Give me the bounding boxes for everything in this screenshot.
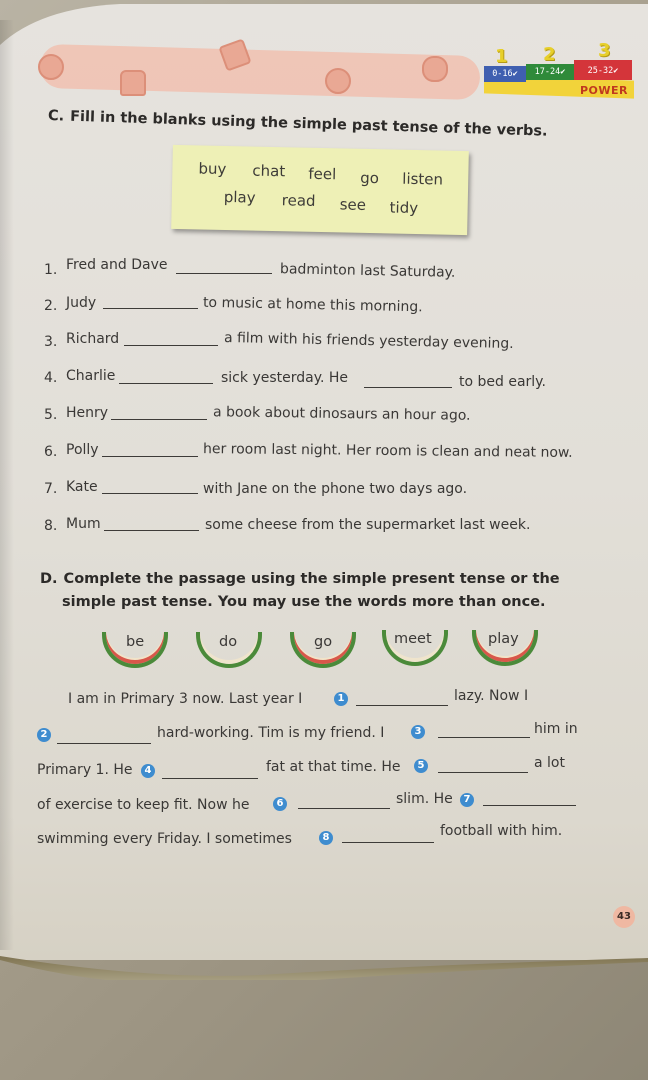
word-be: be bbox=[126, 634, 145, 650]
word-read: read bbox=[281, 191, 316, 210]
passage-blank-7[interactable] bbox=[483, 805, 576, 806]
section-c-instruction: Fill in the blanks using the simple past tense of the verbs. bbox=[69, 108, 548, 140]
passage-blank-3[interactable] bbox=[438, 737, 530, 738]
number-7-icon: 7 bbox=[460, 793, 474, 807]
section-d-letter: D. bbox=[40, 571, 58, 587]
passage-blank-1[interactable] bbox=[356, 705, 448, 706]
section-d-heading: D. Complete the passage using the simple present tense or the bbox=[40, 571, 560, 587]
answer-blank-1[interactable] bbox=[176, 273, 272, 274]
word-buy: buy bbox=[198, 159, 227, 179]
word-see: see bbox=[339, 195, 367, 214]
number-2-icon: 2 bbox=[37, 728, 51, 742]
power-level-3: 25-32✔ bbox=[574, 60, 632, 80]
passage-blank-6[interactable] bbox=[298, 808, 390, 809]
word-play: play bbox=[488, 631, 519, 647]
passage-blank-8[interactable] bbox=[342, 842, 434, 843]
answer-blank-6[interactable] bbox=[102, 456, 198, 457]
number-4-icon: 4 bbox=[141, 764, 155, 778]
passage-blank-5[interactable] bbox=[438, 772, 528, 773]
swiss-roll-icon bbox=[325, 68, 351, 94]
page-number: 43 bbox=[613, 906, 635, 928]
word-listen: listen bbox=[402, 169, 444, 189]
answer-blank-5[interactable] bbox=[111, 419, 207, 420]
level-1-number: 1 bbox=[495, 46, 508, 67]
donut-icon bbox=[38, 54, 64, 80]
word-play: play bbox=[223, 187, 256, 207]
power-level-2: 17-24✔ bbox=[526, 64, 574, 80]
passage-blank-2[interactable] bbox=[57, 743, 151, 744]
number-5-icon: 5 bbox=[414, 759, 428, 773]
word-meet: meet bbox=[394, 631, 432, 647]
section-c-letter: C. bbox=[47, 108, 65, 125]
word-feel: feel bbox=[308, 164, 337, 184]
word-go: go bbox=[360, 168, 380, 188]
number-8-icon: 8 bbox=[319, 831, 333, 845]
answer-blank-7[interactable] bbox=[102, 493, 198, 494]
word-tidy: tidy bbox=[389, 198, 419, 218]
spine-shadow bbox=[0, 20, 14, 950]
cupcake-icon bbox=[120, 70, 146, 96]
passage-blank-4[interactable] bbox=[162, 778, 258, 779]
number-1-icon: 1 bbox=[334, 692, 348, 706]
power-level-badge bbox=[480, 40, 640, 104]
word-go: go bbox=[314, 634, 333, 650]
answer-blank-3[interactable] bbox=[124, 345, 218, 346]
level-2-number: 2 bbox=[543, 44, 556, 65]
answer-blank-8[interactable] bbox=[104, 530, 199, 531]
macaron-icon bbox=[422, 56, 448, 82]
word-chat: chat bbox=[252, 161, 286, 181]
number-6-icon: 6 bbox=[273, 797, 287, 811]
power-level-1: 0-16✔ bbox=[484, 66, 526, 82]
answer-blank-4a[interactable] bbox=[119, 383, 213, 384]
number-3-icon: 3 bbox=[411, 725, 425, 739]
level-3-number: 3 bbox=[598, 40, 611, 61]
answer-blank-2[interactable] bbox=[103, 308, 198, 309]
answer-blank-4b[interactable] bbox=[364, 387, 452, 388]
power-label: POWER bbox=[580, 84, 629, 97]
word-bank-c bbox=[171, 145, 469, 235]
word-do: do bbox=[219, 634, 238, 650]
section-d-heading-line2: simple past tense. You may use the words more than once. bbox=[62, 594, 546, 610]
